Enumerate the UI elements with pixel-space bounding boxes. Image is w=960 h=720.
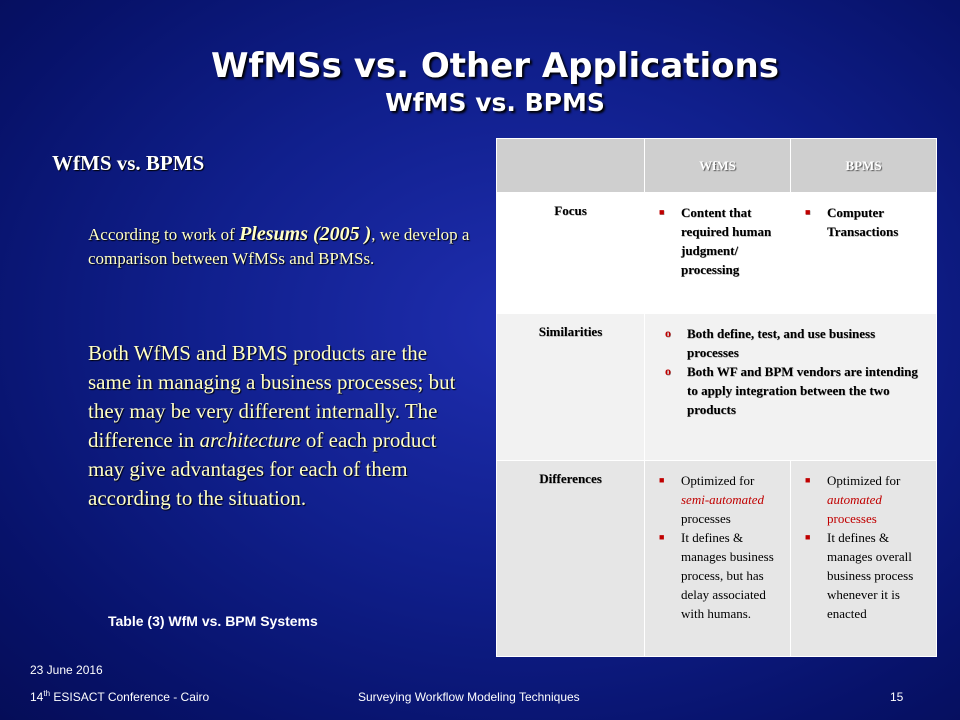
differences-wfms-cell <box>645 461 791 657</box>
square-bullet-icon: ■ <box>805 475 811 485</box>
square-bullet-icon: ■ <box>805 532 811 542</box>
focus-wfms-cell <box>645 193 791 314</box>
intro-text-end: , we develop a comparison between WfMSs and BPMSs. <box>88 225 470 268</box>
footer-center-title: Surveying Workflow Modeling Techniques <box>358 690 580 704</box>
differences-row <box>497 461 937 657</box>
similarities-row <box>497 314 937 461</box>
architecture-term: architecture <box>199 428 301 452</box>
citation: Plesums (2005 ) <box>239 223 372 245</box>
square-bullet-icon: ■ <box>805 207 811 217</box>
bpms-diff-2: It defines & manages overall business process whenever it is enacted <box>827 530 914 621</box>
focus-label: Focus <box>497 193 645 314</box>
comparison-text-start: Both WfMS and BPMS products are the same in managing a business processes; but they may be very different internally. The difference in <box>88 341 456 452</box>
wfms-diff-1: Optimized for semi-automated processes <box>681 473 765 526</box>
square-bullet-icon: ■ <box>659 475 665 485</box>
circle-bullet-icon: o <box>665 364 671 378</box>
differences-label: Differences <box>497 461 645 657</box>
similarity-item: Both define, test, and use business processes <box>687 326 876 360</box>
intro-paragraph <box>88 222 478 271</box>
comparison-text-end: of each product may give advantages for each of them according to the situation. <box>88 428 437 510</box>
focus-row <box>497 193 937 314</box>
slide-subtitle: WfMS vs. BPMS <box>385 88 605 117</box>
focus-wfms-text: Content that required human judgment/ processing <box>681 205 772 277</box>
square-bullet-icon: ■ <box>659 532 665 542</box>
header-wfms: WfMS <box>645 139 791 193</box>
slide-title: WfMSs vs. Other Applications <box>211 46 779 86</box>
square-bullet-icon: ■ <box>659 207 665 217</box>
page-number: 15 <box>890 690 904 704</box>
differences-bpms-cell <box>791 461 937 657</box>
wfms-diff-2: It defines & manages business process, but has delay associated with humans. <box>681 530 774 621</box>
similarity-item: Both WF and BPM vendors are intending to apply integration between the two products <box>687 364 918 417</box>
section-heading: WfMS vs. BPMS <box>52 151 205 175</box>
focus-bpms-cell <box>791 193 937 314</box>
slide-title-block <box>0 44 960 118</box>
footer-date: 23 June 2016 <box>30 663 103 677</box>
footer-conference: 14th ESISACT Conference - Cairo <box>30 689 210 704</box>
header-blank-cell <box>497 139 645 193</box>
similarities-cell <box>645 314 937 461</box>
intro-text-start: According to work of <box>88 225 240 244</box>
table-caption: Table (3) WfM vs. BPM Systems <box>108 613 318 629</box>
comparison-paragraph <box>88 339 468 513</box>
comparison-table <box>496 138 936 657</box>
circle-bullet-icon: o <box>665 326 671 340</box>
bpms-diff-1: Optimized for automated processes <box>827 473 901 526</box>
table-header-row <box>497 139 937 193</box>
focus-bpms-text: Computer Transactions <box>827 205 899 239</box>
similarities-label: Similarities <box>497 314 645 461</box>
header-bpms: BPMS <box>791 139 937 193</box>
